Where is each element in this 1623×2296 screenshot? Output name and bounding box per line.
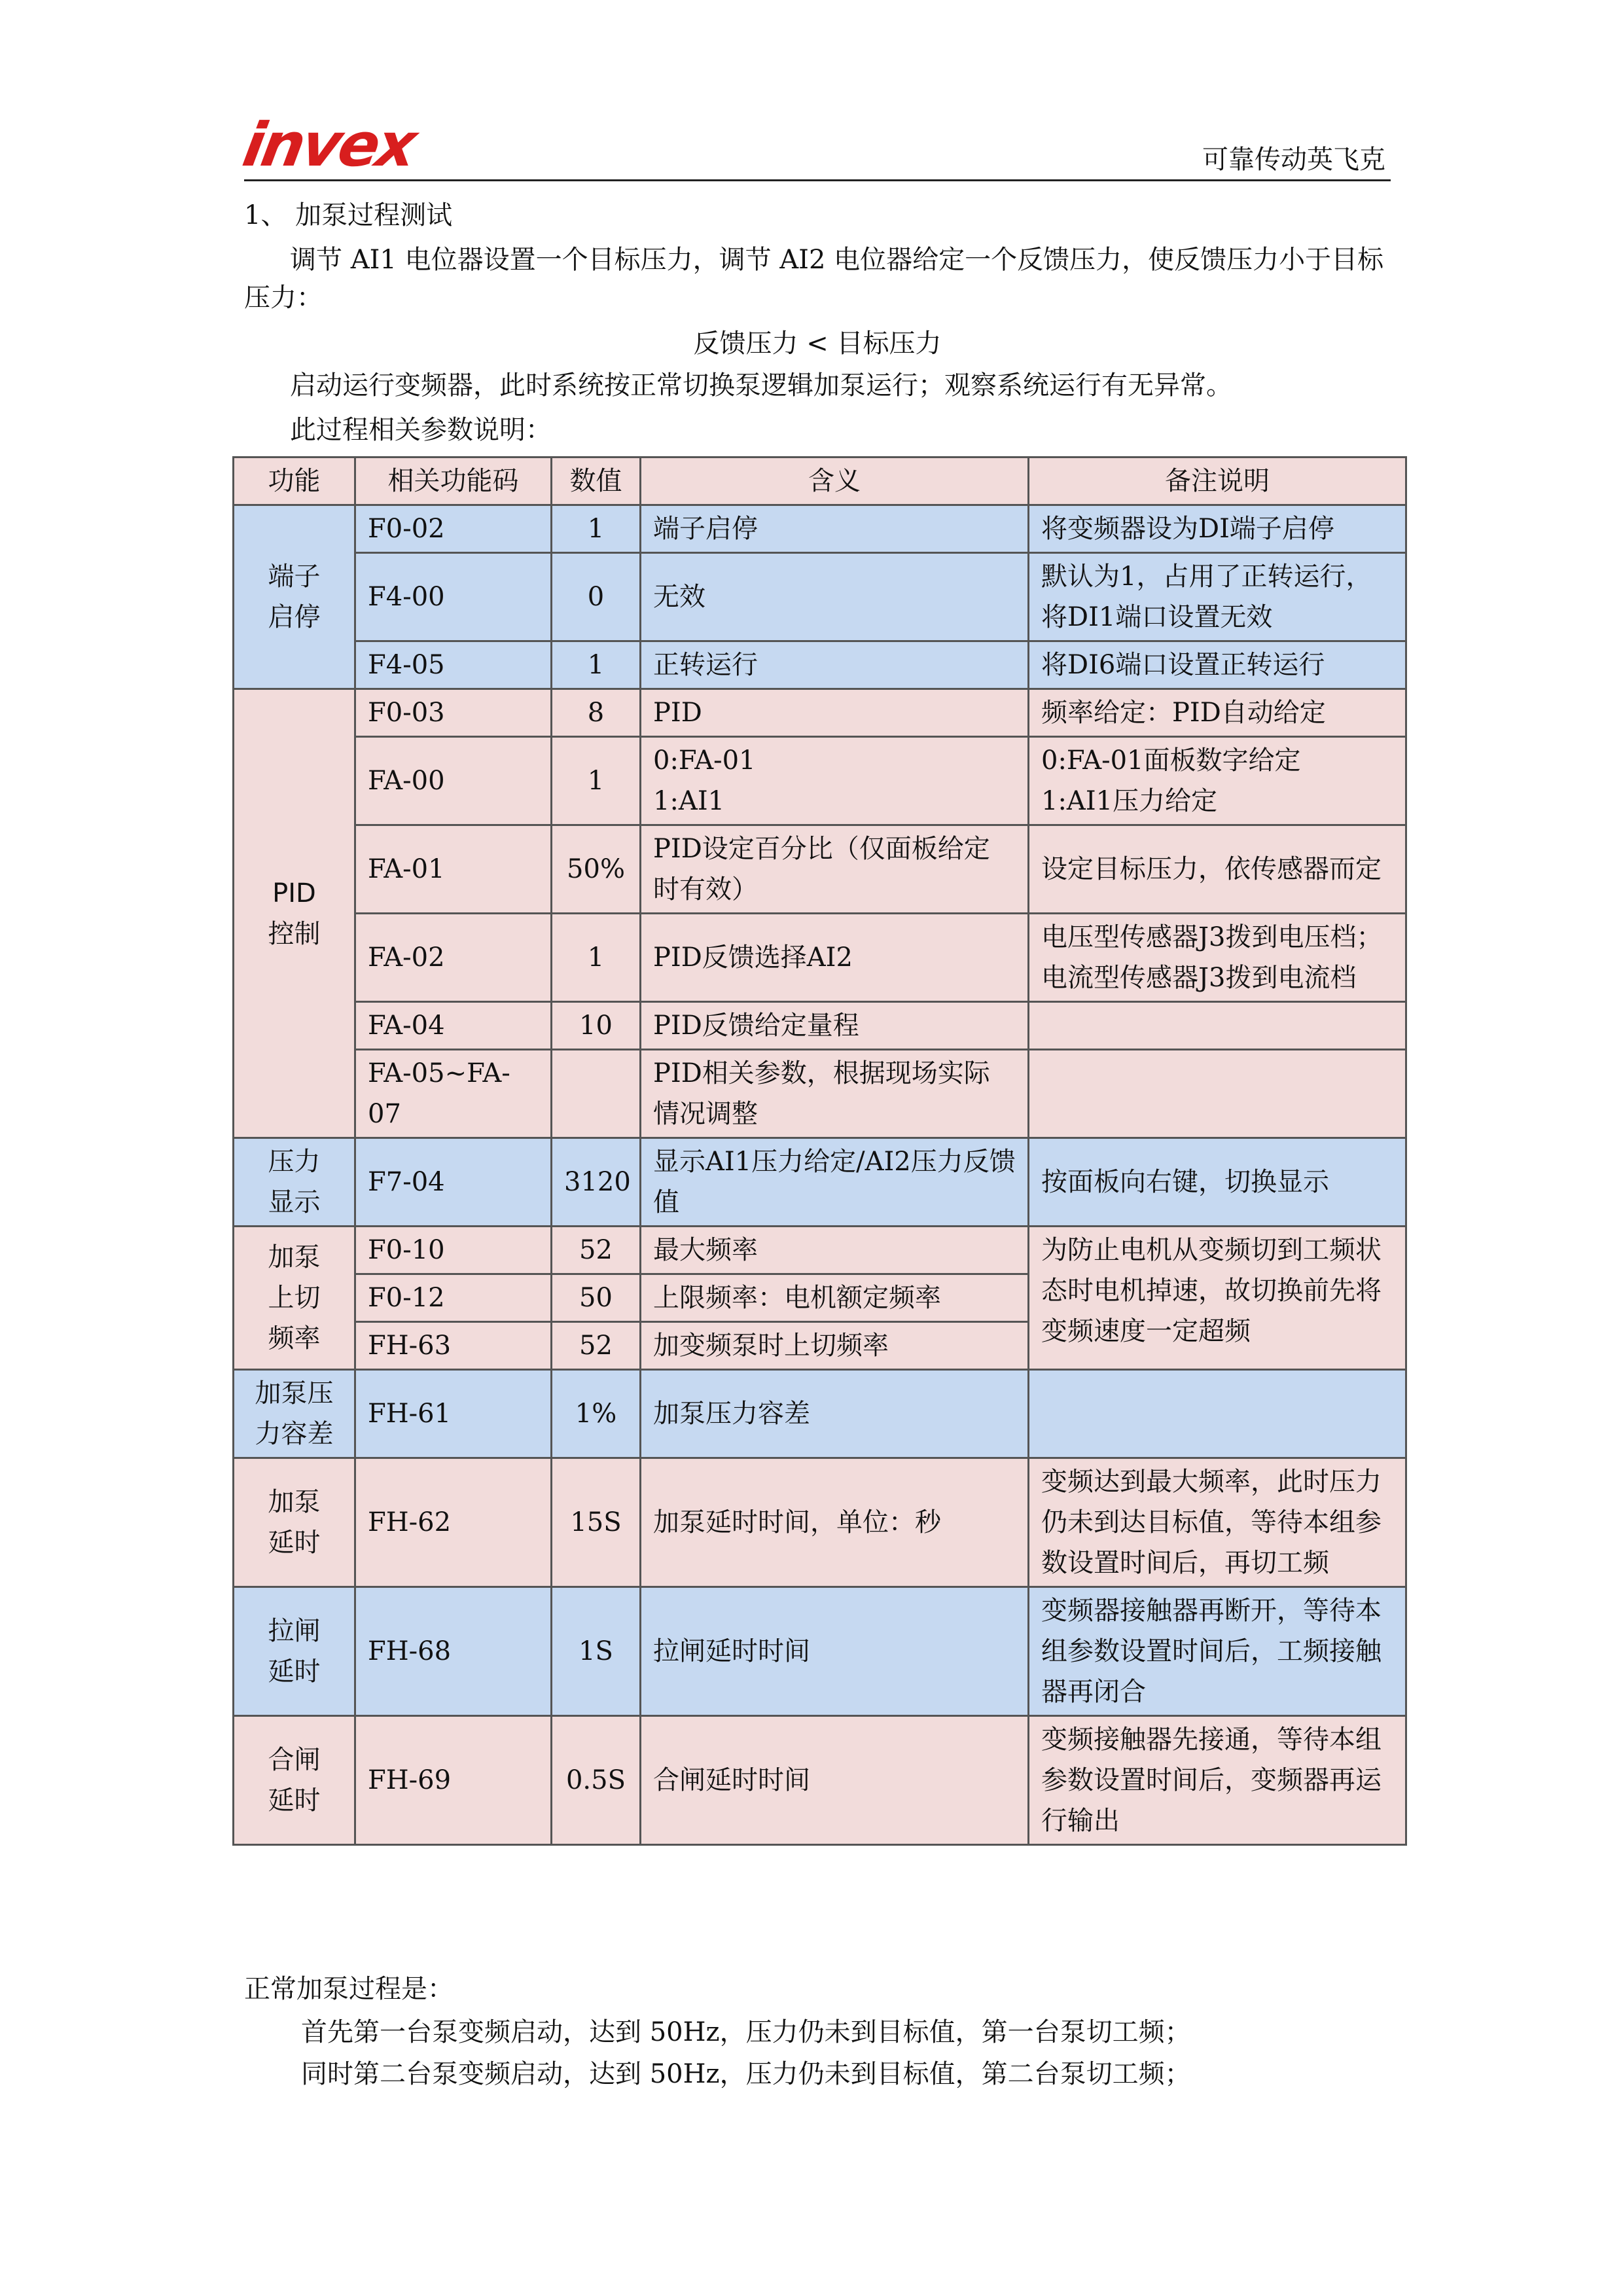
code-cell: FA-02: [355, 914, 552, 1002]
code-cell: FA-00: [355, 737, 552, 825]
value-cell: 52: [552, 1322, 641, 1370]
table-row: [234, 689, 1406, 737]
section-intro: 调节 AI1 电位器设置一个目标压力，调节 AI2 电位器给定一个反馈压力，使反馈压力小于目标压力：: [244, 245, 1384, 313]
group-add-pump-freq: 加泵上切频率: [234, 1227, 355, 1370]
note-cell: 频率给定：PID自动给定: [1029, 689, 1406, 737]
meaning-cell: 加泵压力容差: [641, 1370, 1029, 1458]
meaning-cell: PID反馈选择AI2: [641, 914, 1029, 1002]
note-cell: 变频接触器先接通，等待本组参数设置时间后，变频器再运行输出: [1029, 1716, 1406, 1845]
meaning-cell: PID相关参数，根据现场实际情况调整: [641, 1050, 1029, 1138]
note-cell: 0:FA-01面板数字给定 1:AI1压力给定: [1029, 737, 1406, 825]
table-row: [234, 1138, 1406, 1227]
table-row: [234, 1002, 1406, 1050]
table-row: [234, 825, 1406, 914]
meaning-cell: PID设定百分比（仅面板给定时有效）: [641, 825, 1029, 914]
meaning-cell: 正转运行: [641, 641, 1029, 689]
meaning-cell: PID反馈给定量程: [641, 1002, 1029, 1050]
footer-line-2: 同时第二台泵变频启动，达到 50Hz，压力仍未到目标值，第二台泵切工频；: [301, 2059, 1191, 2089]
note-cell: 电压型传感器J3拨到电压档； 电流型传感器J3拨到电流档: [1029, 914, 1406, 1002]
note-cell: [1029, 1050, 1406, 1138]
table-row: [234, 737, 1406, 825]
meaning-cell: 加泵延时时间，单位：秒: [641, 1458, 1029, 1587]
code-cell: F4-00: [355, 553, 552, 641]
value-cell: 1%: [552, 1370, 641, 1458]
group-pid: PID控制: [234, 689, 355, 1138]
value-cell: 1S: [552, 1587, 641, 1716]
code-cell: F4-05: [355, 641, 552, 689]
table-row: [234, 1716, 1406, 1845]
table-row: [234, 1370, 1406, 1458]
footer-line-1: 首先第一台泵变频启动，达到 50Hz，压力仍未到目标值，第一台泵切工频；: [301, 2017, 1191, 2047]
code-cell: F0-10: [355, 1227, 552, 1274]
header-value: 数值: [552, 457, 641, 505]
code-cell: FH-68: [355, 1587, 552, 1716]
value-cell: [552, 1050, 641, 1138]
note-cell: [1029, 1370, 1406, 1458]
group-terminal: 端子启停: [234, 505, 355, 689]
code-cell: FA-04: [355, 1002, 552, 1050]
table-row: [234, 1458, 1406, 1587]
note-cell: 设定目标压力，依传感器而定: [1029, 825, 1406, 914]
code-cell: FH-62: [355, 1458, 552, 1587]
code-cell: FA-05~FA-07: [355, 1050, 552, 1138]
group-close-delay: 合闸延时: [234, 1716, 355, 1845]
meaning-cell: 加变频泵时上切频率: [641, 1322, 1029, 1370]
code-cell: F0-02: [355, 505, 552, 553]
meaning-cell: 上限频率：电机额定频率: [641, 1274, 1029, 1322]
code-cell: FH-69: [355, 1716, 552, 1845]
table-caption: 此过程相关参数说明：: [290, 415, 552, 445]
header-slogan: 可靠传动英飞克: [1202, 145, 1385, 175]
value-cell: 15S: [552, 1458, 641, 1587]
header-code: 相关功能码: [355, 457, 552, 505]
code-cell: FH-63: [355, 1322, 552, 1370]
note-cell: 默认为1，占用了正转运行，将DI1端口设置无效: [1029, 553, 1406, 641]
header-function: 功能: [234, 457, 355, 505]
meaning-cell: 最大频率: [641, 1227, 1029, 1274]
group-pressure-display: 压力显示: [234, 1138, 355, 1227]
header-meaning: 含义: [641, 457, 1029, 505]
value-cell: 50%: [552, 825, 641, 914]
code-cell: FA-01: [355, 825, 552, 914]
table-row: [234, 1227, 1406, 1274]
section-title: 1、 加泵过程测试: [244, 200, 453, 230]
meaning-cell: 拉闸延时时间: [641, 1587, 1029, 1716]
code-cell: F0-12: [355, 1274, 552, 1322]
page-header: [238, 110, 1391, 181]
table-row: [234, 1587, 1406, 1716]
run-step: 启动运行变频器，此时系统按正常切换泵逻辑加泵运行；观察系统运行有无异常。: [290, 370, 1232, 401]
footer-title: 正常加泵过程是：: [244, 1974, 454, 2004]
value-cell: 0: [552, 553, 641, 641]
value-cell: 0.5S: [552, 1716, 641, 1845]
table-row: [234, 1050, 1406, 1138]
parameter-table: [232, 456, 1407, 1846]
note-cell: 按面板向右键，切换显示: [1029, 1138, 1406, 1227]
note-cell: [1029, 1002, 1406, 1050]
value-cell: 3120: [552, 1138, 641, 1227]
group-add-pump-tol: 加泵压力容差: [234, 1370, 355, 1458]
meaning-cell: PID: [641, 689, 1029, 737]
table-row: [234, 641, 1406, 689]
table-header-row: [234, 457, 1406, 505]
note-cell: 变频达到最大频率，此时压力仍未到达目标值，等待本组参数设置时间后，再切工频: [1029, 1458, 1406, 1587]
value-cell: 1: [552, 737, 641, 825]
note-cell: 变频器接触器再断开，等待本组参数设置时间后，工频接触器再闭合: [1029, 1587, 1406, 1716]
meaning-cell: 合闸延时时间: [641, 1716, 1029, 1845]
note-cell: 为防止电机从变频切到工频状态时电机掉速，故切换前先将变频速度一定超频: [1029, 1227, 1406, 1370]
table-row: [234, 914, 1406, 1002]
note-cell: 将DI6端口设置正转运行: [1029, 641, 1406, 689]
code-cell: F0-03: [355, 689, 552, 737]
pressure-formula: 反馈压力 < 目标压力: [693, 329, 942, 359]
value-cell: 8: [552, 689, 641, 737]
group-add-pump-delay: 加泵延时: [234, 1458, 355, 1587]
code-cell: F7-04: [355, 1138, 552, 1227]
invex-logo: invex: [238, 110, 420, 180]
value-cell: 52: [552, 1227, 641, 1274]
header-note: 备注说明: [1029, 457, 1406, 505]
table-row: [234, 553, 1406, 641]
value-cell: 50: [552, 1274, 641, 1322]
meaning-cell: 端子启停: [641, 505, 1029, 553]
meaning-cell: 0:FA-01 1:AI1: [641, 737, 1029, 825]
value-cell: 1: [552, 914, 641, 1002]
value-cell: 1: [552, 505, 641, 553]
meaning-cell: 显示AI1压力给定/AI2压力反馈值: [641, 1138, 1029, 1227]
meaning-cell: 无效: [641, 553, 1029, 641]
value-cell: 1: [552, 641, 641, 689]
value-cell: 10: [552, 1002, 641, 1050]
code-cell: FH-61: [355, 1370, 552, 1458]
table-row: [234, 505, 1406, 553]
note-cell: 将变频器设为DI端子启停: [1029, 505, 1406, 553]
group-open-delay: 拉闸延时: [234, 1587, 355, 1716]
